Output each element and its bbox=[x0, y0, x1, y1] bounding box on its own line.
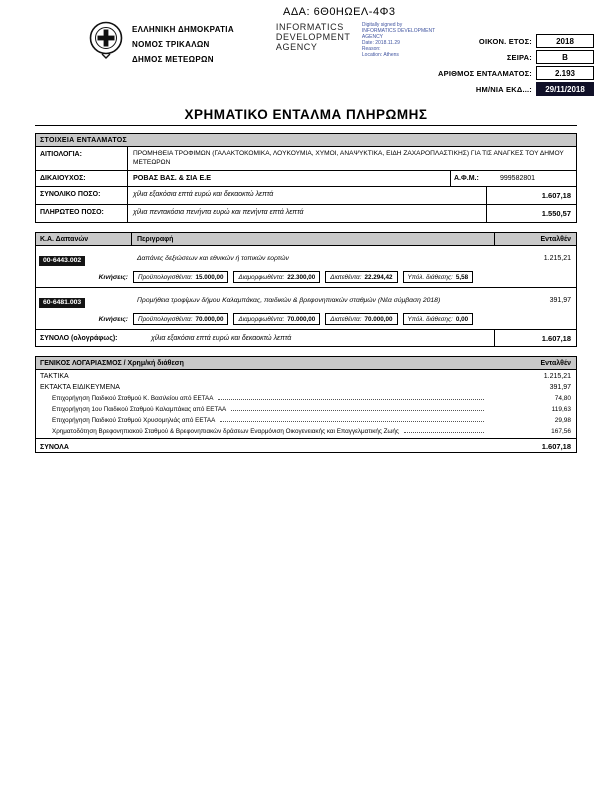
meta-label: ΑΡΙΘΜΟΣ ΕΝΤΑΛΜΑΤΟΣ: bbox=[438, 68, 532, 78]
gen-row-ektakta bbox=[36, 381, 576, 392]
meta-label: ΟΙΚΟΝ. ΕΤΟΣ: bbox=[478, 36, 532, 46]
expense-code: 60-6481.003 bbox=[39, 298, 85, 308]
total-amount-label: ΣΥΝΟΛΙΚΟ ΠΟΣΟ: bbox=[36, 187, 128, 204]
signature-detail-line: Reason: bbox=[361, 46, 381, 52]
issuer-prefecture: ΝΟΜΟΣ ΤΡΙΚΑΛΩΝ bbox=[132, 40, 210, 49]
meta-row-order-number bbox=[438, 66, 594, 80]
gen-row-amount: 119,63 bbox=[551, 405, 571, 413]
page-title: ΧΡΗΜΑΤΙΚΟ ΕΝΤΑΛΜΑ ΠΛΗΡΩΜΗΣ bbox=[35, 107, 577, 126]
section-header: ΣΤΟΙΧΕΙΑ ΕΝΤΑΛΜΑΤΟΣ bbox=[36, 134, 576, 147]
allocated-value: 70.000,00 bbox=[364, 315, 393, 323]
formed-label: Διαμορφωθέντα: bbox=[238, 315, 285, 323]
gen-row-amount: 1.215,21 bbox=[543, 372, 571, 380]
payable-amount-words: χίλια πεντακόσια πενήντα ευρώ και πενήντα επτά λεπτά bbox=[133, 209, 304, 216]
gen-subrow-grant-4 bbox=[36, 425, 576, 436]
afm-label: Α.Φ.Μ.: bbox=[450, 171, 496, 186]
gen-row-label: ΕΚΤΑΚΤΑ ΕΙΔΙΚΕΥΜΕΝΑ bbox=[40, 383, 120, 391]
gen-row-label: ΣΥΝΟΛΑ bbox=[40, 443, 69, 451]
total-amount-value: 1.607,18 bbox=[486, 187, 576, 204]
total-amount-words: χίλια εξακόσια επτά ευρώ και δεκαοκτώ λεπτά bbox=[133, 191, 274, 198]
series-value: Β bbox=[536, 50, 594, 64]
gen-row-amount: 391,97 bbox=[549, 383, 571, 391]
dotted-leader bbox=[220, 421, 484, 422]
expense-code: 00-6443.002 bbox=[39, 256, 85, 266]
dotted-leader bbox=[404, 432, 484, 433]
gen-row-amount: 74,80 bbox=[554, 394, 571, 402]
order-details-section bbox=[35, 133, 577, 223]
gen-row-label: Χρηματοδότηση Βρεφονηπιακού Σταθμού & Βρεφονηπιακών δράσεων Εναρμόνιση Οικογενειακής και Επαγγελματικής Ζωής bbox=[52, 427, 399, 435]
reason-label: ΑΙΤΙΟΛΟΓΙΑ: bbox=[36, 147, 128, 170]
beneficiary-label: ΔΙΚΑΙΟΥΧΟΣ: bbox=[36, 171, 128, 186]
ada-value: 6Θ0ΗΩΕΛ-4Φ3 bbox=[313, 6, 396, 18]
expenses-total-label: ΣΥΝΟΛΟ (ολογράφως): bbox=[40, 334, 118, 342]
formed-box bbox=[233, 313, 320, 325]
ada-label: ΑΔΑ: bbox=[283, 6, 311, 18]
beneficiary-row bbox=[36, 171, 576, 187]
expenses-total-amount: 1.607,18 bbox=[494, 330, 576, 346]
formed-box bbox=[233, 271, 320, 283]
column-header-description: Περιγραφή bbox=[137, 235, 174, 243]
expense-movements-row bbox=[36, 268, 576, 288]
gen-subrow-grant-3 bbox=[36, 414, 576, 425]
dotted-leader bbox=[231, 410, 484, 411]
budgeted-box bbox=[133, 271, 228, 283]
gen-row-amount: 167,56 bbox=[551, 427, 571, 435]
gen-subrow-grant-1 bbox=[36, 392, 576, 403]
issuer-block bbox=[88, 20, 234, 67]
allocated-box bbox=[325, 271, 397, 283]
meta-row-issue-date bbox=[438, 82, 594, 96]
gen-row-label: Επιχορήγηση 1ου Παιδικού Σταθμού Καλαμπάκας από ΕΕΤΑΑ bbox=[52, 405, 227, 413]
signature-details bbox=[362, 22, 436, 58]
expense-code-cell bbox=[36, 290, 132, 310]
ada-code bbox=[283, 6, 395, 18]
movements-label: Κινήσεις: bbox=[98, 315, 128, 323]
column-header-code: Κ.Α. Δαπανών bbox=[36, 233, 132, 245]
allocated-value: 22.294,42 bbox=[364, 273, 393, 281]
title-area bbox=[0, 107, 612, 126]
meta-row-fiscal-year bbox=[438, 34, 594, 48]
budgeted-label: Προϋπολογισθέντα: bbox=[138, 315, 193, 323]
expense-code-cell bbox=[36, 248, 132, 268]
issuer-municipality: ΔΗΜΟΣ ΜΕΤΕΩΡΩΝ bbox=[132, 55, 214, 64]
gen-row-taktika bbox=[36, 370, 576, 381]
signature-detail-line: Location: Athens bbox=[361, 52, 399, 58]
gen-row-label: Επιχορήγηση Παιδικού Σταθμού Χρυσομηλιάς από ΕΕΤΑΑ bbox=[52, 416, 216, 424]
issue-date-value: 29/11/2018 bbox=[536, 82, 594, 96]
expenses-total-words: χίλια εξακόσια επτά ευρώ και δεκαοκτώ λεπτά bbox=[151, 334, 292, 342]
fiscal-year-value: 2018 bbox=[536, 34, 594, 48]
total-amount-row bbox=[36, 187, 576, 205]
gen-row-amount: 29,98 bbox=[554, 416, 571, 424]
meta-label: ΗΜ/ΝΙΑ ΕΚΔ...: bbox=[475, 84, 532, 94]
expense-amount: 1.215,21 bbox=[543, 254, 571, 262]
gen-row-label: ΤΑΚΤΙΚΑ bbox=[40, 372, 69, 380]
expense-codes-table bbox=[35, 232, 577, 347]
movements-label: Κινήσεις: bbox=[98, 273, 128, 281]
budgeted-value: 15.000,00 bbox=[195, 273, 224, 281]
order-meta-table bbox=[438, 20, 594, 98]
expense-description: Προμήθεια τροφίμων δήμου Καλαμπάκας, παιδικών & βρεφονηπιακών σταθμών (Νέα σύμβαση 2018) bbox=[137, 296, 441, 304]
budgeted-value: 70.000,00 bbox=[195, 315, 224, 323]
allocated-box bbox=[325, 313, 397, 325]
column-header-amount: Ενταλθέν bbox=[494, 233, 576, 245]
order-number-value: 2.193 bbox=[536, 66, 594, 80]
expense-amount: 391,97 bbox=[549, 296, 571, 304]
beneficiary-value: ΡΟΒΑΣ ΒΑΣ. & ΣΙΑ Ε.Ε bbox=[133, 173, 212, 182]
remaining-label: Υπόλ. διάθεσης: bbox=[407, 273, 453, 281]
expense-row bbox=[36, 246, 576, 268]
remaining-box bbox=[403, 313, 474, 325]
gen-subrow-grant-2 bbox=[36, 403, 576, 414]
payable-amount-row bbox=[36, 205, 576, 222]
remaining-value: 0,00 bbox=[455, 315, 469, 323]
signature-detail-line: Date: 2018.11.29 bbox=[361, 40, 400, 46]
general-header-label: ΓΕΝΙΚΟΣ ΛΟΓΑΡΙΑΣΜΟΣ / Χρημ/κή διάθεση bbox=[40, 359, 184, 367]
formed-value: 70.000,00 bbox=[287, 315, 316, 323]
dotted-leader bbox=[218, 399, 484, 400]
issuer-country: ΕΛΛΗΝΙΚΗ ΔΗΜΟΚΡΑΤΙΑ bbox=[132, 25, 234, 34]
allocated-label: Διατεθέντα: bbox=[330, 273, 362, 281]
payable-amount-value: 1.550,57 bbox=[486, 205, 576, 222]
reason-row bbox=[36, 147, 576, 171]
expense-row bbox=[36, 288, 576, 310]
remaining-box bbox=[403, 271, 474, 283]
general-table-header bbox=[36, 357, 576, 370]
signature-detail-line: Digitally signed by INFORMATICS DEVELOPMENT AGENCY bbox=[361, 22, 436, 40]
issuer-lines bbox=[132, 20, 234, 67]
digital-signature-block bbox=[276, 20, 436, 58]
general-header-amount: Ενταλθέν bbox=[540, 359, 571, 367]
expense-description: Δαπάνες δεξιώσεων και εθνικών ή τοπικών εορτών bbox=[137, 254, 289, 262]
allocated-label: Διατεθέντα: bbox=[330, 315, 362, 323]
budgeted-label: Προϋπολογισθέντα: bbox=[138, 273, 193, 281]
budgeted-box bbox=[133, 313, 228, 325]
formed-label: Διαμορφωθέντα: bbox=[238, 273, 285, 281]
expense-movements-row bbox=[36, 310, 576, 330]
gen-row-label: Επιχορήγηση Παιδικού Σταθμού Κ. Βασιλείου από ΕΕΤΑΑ bbox=[52, 394, 214, 402]
meta-label: ΣΕΙΡΑ: bbox=[506, 52, 532, 62]
expense-table-header bbox=[36, 233, 576, 246]
payable-amount-label: ΠΛΗΡΩΤΕΟ ΠΟΣΟ: bbox=[36, 205, 128, 222]
gen-row-totals bbox=[36, 438, 576, 452]
gen-row-amount: 1.607,18 bbox=[541, 441, 571, 451]
remaining-label: Υπόλ. διάθεσης: bbox=[407, 315, 453, 323]
meta-row-series bbox=[438, 50, 594, 64]
general-account-table bbox=[35, 356, 577, 453]
signature-agency: INFORMATICS DEVELOPMENT AGENCY bbox=[275, 22, 351, 52]
hellenic-republic-emblem-icon bbox=[88, 20, 124, 60]
formed-value: 22.300,00 bbox=[287, 273, 316, 281]
reason-value: ΠΡΟΜΗΘΕΙΑ ΤΡΟΦΙΜΩΝ (ΓΑΛΑΚΤΟΚΟΜΙΚΑ, ΛΟΥΚΟΥΜΙΑ, ΧΥΜΟΙ, ΑΝΑΨΥΚΤΙΚΑ, ΕΙΔΗ ΖΑΧΑΡΟΠΛΑΣΤΙΚΗΣ) ΓΙΑ ΤΙΣ ΑΝΑΓΚΕΣ ΤΟΥ ΔΗΜΟΥ ΜΕΤΕΩΡΩΝ bbox=[133, 150, 564, 166]
afm-value: 999582801 bbox=[500, 175, 536, 182]
remaining-value: 5,58 bbox=[455, 273, 469, 281]
expenses-total-row bbox=[36, 330, 576, 346]
